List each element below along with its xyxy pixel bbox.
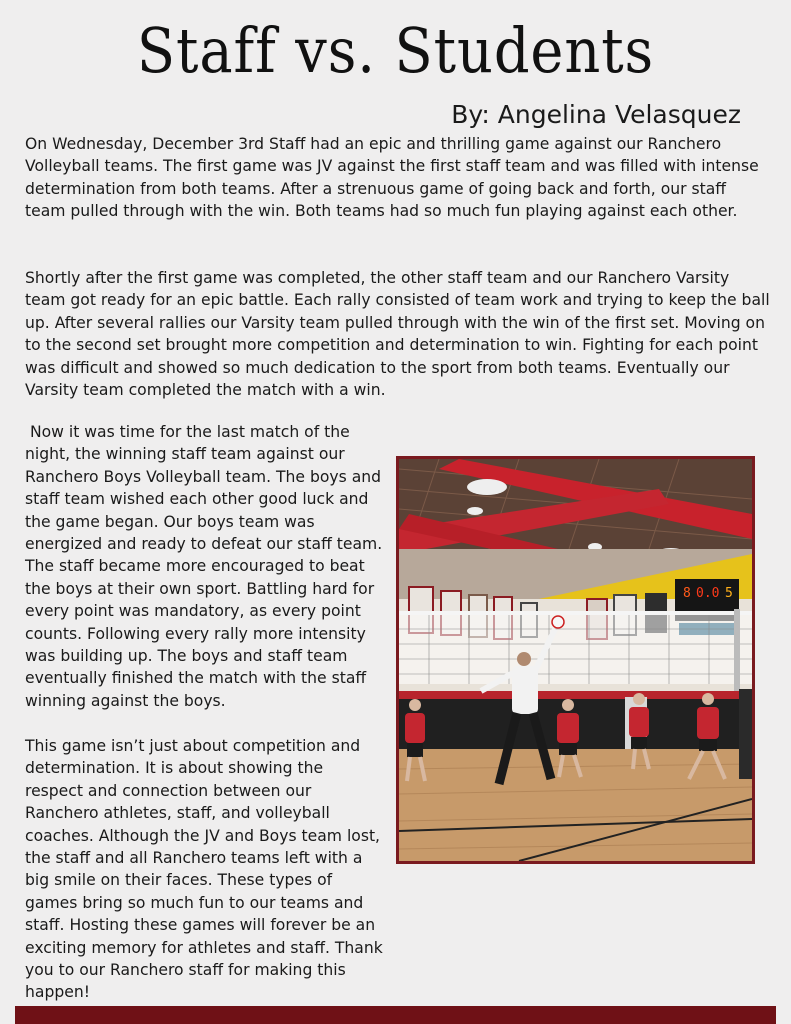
wall-stripe	[399, 691, 752, 699]
volleyball-game-photo	[396, 456, 755, 864]
volleyball	[552, 616, 564, 628]
paragraph-2: Shortly after the first game was completed, the other staff team and our Ranchero Varsity team got ready for an epic battle. Each rally consisted of team work and trying to keep the ball up. After several rallies our Varsity team pulled through with the win of the first set. Moving on to the second set brought more competition and determination to win. Fighting for each point was difficult and showed so much dedication to the sport from both teams. Eventually our Varsity team completed the match with a win.	[25, 269, 770, 400]
scoreboard-home-score: 8	[683, 586, 691, 601]
article-title: Staff vs. Students	[136, 14, 655, 87]
paragraph-4: This game isn’t just about competition and determination. It is about showing the respect and connection between our Ranchero athletes, staff, and volleyball coaches. Although the JV and Boys team lost, the staff and all Ranchero teams left with a big smile on their faces. These types of games bring so much fun to our teams and staff. Hosting these games will forever be an exciting memory for athletes and staff. Thank you to our Ranchero staff for making this happen!	[25, 737, 383, 1002]
footer-bar	[15, 1006, 776, 1024]
paragraph-3: Now it was time for the last match of the night, the winning staff team against our Ranchero Boys Volleyball team. The boys and staff team wished each other good luck and the game began. Our boys team was energized and ready to defeat our staff team. The staff became more encouraged to beat the boys at their own sport. Battling hard for every point was mandatory, as every point counts. Following every rally more intensity was building up. The boys and staff team eventually finished the match with the staff winning against the boys.	[25, 423, 383, 710]
scoreboard-guest-score: 5	[725, 586, 733, 601]
paragraph-1: On Wednesday, December 3rd Staff had an epic and thrilling game against our Ranchero Volleyball teams. The first game was JV against the first staff team and was filled with intense determination from both teams. After a strenuous game of going back and forth, our staff team pulled through with the win. Both teams had so much fun playing against each other.	[25, 135, 759, 221]
gym-scene-illustration	[399, 459, 752, 861]
scoreboard-clock: 0.0	[696, 586, 720, 601]
byline: By: Angelina Velasquez	[451, 100, 741, 129]
player-edge	[739, 689, 752, 779]
